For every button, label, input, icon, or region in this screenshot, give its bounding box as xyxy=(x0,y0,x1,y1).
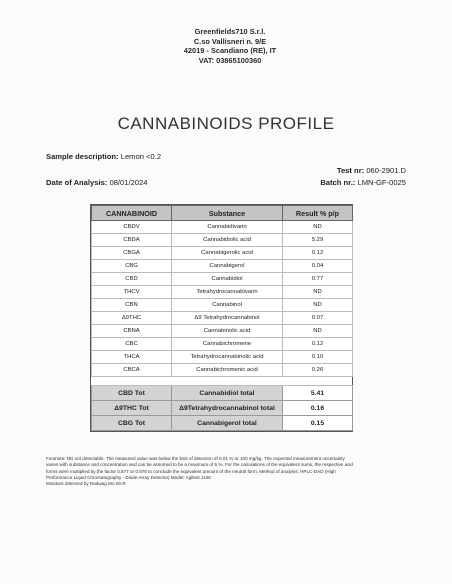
cannabinoid-cell: Δ9THC xyxy=(92,312,172,325)
substance-cell: Tetrahydrocannabinolic acid xyxy=(172,351,283,364)
result-cell: 0.26 xyxy=(283,364,353,377)
test-number xyxy=(337,166,406,175)
substance-cell: Cannabichromenic acid xyxy=(172,364,283,377)
header-substance: Substance xyxy=(172,206,283,221)
cannabinoid-cell: Δ9THC Tot xyxy=(92,401,172,416)
footnote-line: Moisture detected by Radwag MA 50.R xyxy=(46,481,126,487)
table-header-row xyxy=(92,206,353,221)
table-row xyxy=(92,247,353,260)
table-row xyxy=(92,312,353,325)
table-row xyxy=(92,221,353,234)
substance-cell: Cannabinolic acid xyxy=(172,325,283,338)
batch-label: Batch nr.: xyxy=(320,178,356,187)
cannabinoid-cell: CBG xyxy=(92,260,172,273)
batch-value: LMN-GF-0025 xyxy=(357,178,406,187)
table-row xyxy=(92,234,353,247)
result-cell: 0.12 xyxy=(283,247,353,260)
substance-cell: Cannabigerol total xyxy=(172,416,283,431)
substance-cell: Cannabidiol xyxy=(172,273,283,286)
date-value: 08/01/2024 xyxy=(109,178,148,187)
result-cell: 5.41 xyxy=(283,386,353,401)
company-city: 42019 - Scandiano (RE), IT xyxy=(183,46,277,56)
footnote-line: varies with substance and concentration and can be assumed to be a maximum of 5 %. For the calculations of the equivalent sums, the respective acid xyxy=(46,462,353,468)
substance-cell: Cannabidivarin xyxy=(172,221,283,234)
sample-label: Sample description: xyxy=(46,152,119,161)
result-cell: 0.10 xyxy=(283,351,353,364)
company-vat: VAT: 03865100360 xyxy=(198,55,262,65)
table-row xyxy=(92,299,353,312)
table-row xyxy=(92,260,353,273)
result-cell: 0.15 xyxy=(283,416,353,431)
result-cell: ND xyxy=(283,325,353,338)
table-row xyxy=(92,351,353,364)
footnote-line: Performance Liquid Chromatography - Diode Array Detector) Model: Agilent 1100 xyxy=(46,474,211,480)
cannabinoid-cell: CBC xyxy=(92,338,172,351)
result-cell: ND xyxy=(283,299,353,312)
result-cell: 0.12 xyxy=(283,338,353,351)
substance-cell: Tetrahydrocannabivarin xyxy=(172,286,283,299)
footnote-line: Footnote: ND not detectable. The measured value was below the limit of detection of 0.01 % or 100 mg/kg. The expected measurement uncertainty xyxy=(46,456,345,461)
test-value: 060-2901.D xyxy=(366,166,406,175)
substance-cell: Δ9 Tetrahydrocannabinol xyxy=(172,312,283,325)
substance-cell: Cannabichromene xyxy=(172,338,283,351)
table-row xyxy=(92,325,353,338)
substance-cell: Cannabigerol xyxy=(172,260,283,273)
table-row xyxy=(92,273,353,286)
cannabinoid-cell: CBNA xyxy=(92,325,172,338)
lab-header xyxy=(0,27,452,65)
sample-value: Lemon <0.2 xyxy=(120,152,162,161)
date-label: Date of Analysis: xyxy=(46,178,108,187)
cannabinoid-cell: CBD Tot xyxy=(92,386,172,401)
substance-cell: Cannabidiol total xyxy=(172,386,283,401)
table-row xyxy=(92,338,353,351)
substance-cell: Cannabinol xyxy=(172,299,283,312)
test-label: Test nr: xyxy=(336,166,365,175)
cannabinoid-table xyxy=(90,204,353,432)
table-spacer xyxy=(92,377,353,386)
company-street: C.so Vallisneri n. 9/E xyxy=(193,36,267,46)
result-cell: 0.07 xyxy=(283,312,353,325)
batch-number xyxy=(320,178,406,187)
result-cell: 0.77 xyxy=(283,273,353,286)
substance-cell: Cannabigerolic acid xyxy=(172,247,283,260)
table-row xyxy=(92,286,353,299)
cannabinoid-cell: CBCA xyxy=(92,364,172,377)
result-cell: 5.29 xyxy=(283,234,353,247)
result-cell: 0.16 xyxy=(283,401,353,416)
header-cannabinoid: CANNABINOID xyxy=(92,206,172,221)
cannabinoid-cell: CBG Tot xyxy=(92,416,172,431)
cannabinoid-cell: THCA xyxy=(92,351,172,364)
table-row xyxy=(92,364,353,377)
total-row xyxy=(92,386,353,401)
result-cell: ND xyxy=(283,286,353,299)
total-row xyxy=(92,401,353,416)
substance-cell: Δ9Tetrahydrocannabinol total xyxy=(172,401,283,416)
cannabinoid-cell: CBDV xyxy=(92,221,172,234)
page-title: CANNABINOIDS PROFILE xyxy=(117,114,335,133)
cannabinoid-cell: CBDA xyxy=(92,234,172,247)
substance-cell: Cannabidiolic acid xyxy=(172,234,283,247)
company-name: Greenfields710 S.r.l. xyxy=(194,27,266,36)
cannabinoid-cell: CBGA xyxy=(92,247,172,260)
footnote-line: forms were multiplied by the factor 0.877 or 0.878 to conclude the equivalent amount of the neutral form. Method of analysis: HPLC-DAD (High xyxy=(46,468,336,474)
footnote xyxy=(46,456,410,487)
cannabinoid-cell: THCV xyxy=(92,286,172,299)
total-row xyxy=(92,416,353,431)
sample-description xyxy=(46,152,161,161)
analysis-date xyxy=(46,178,147,187)
result-cell: ND xyxy=(283,221,353,234)
result-cell: 0.04 xyxy=(283,260,353,273)
header-result: Result % p/p xyxy=(283,206,353,221)
cannabinoid-cell: CBD xyxy=(92,273,172,286)
cannabinoid-cell: CBN xyxy=(92,299,172,312)
